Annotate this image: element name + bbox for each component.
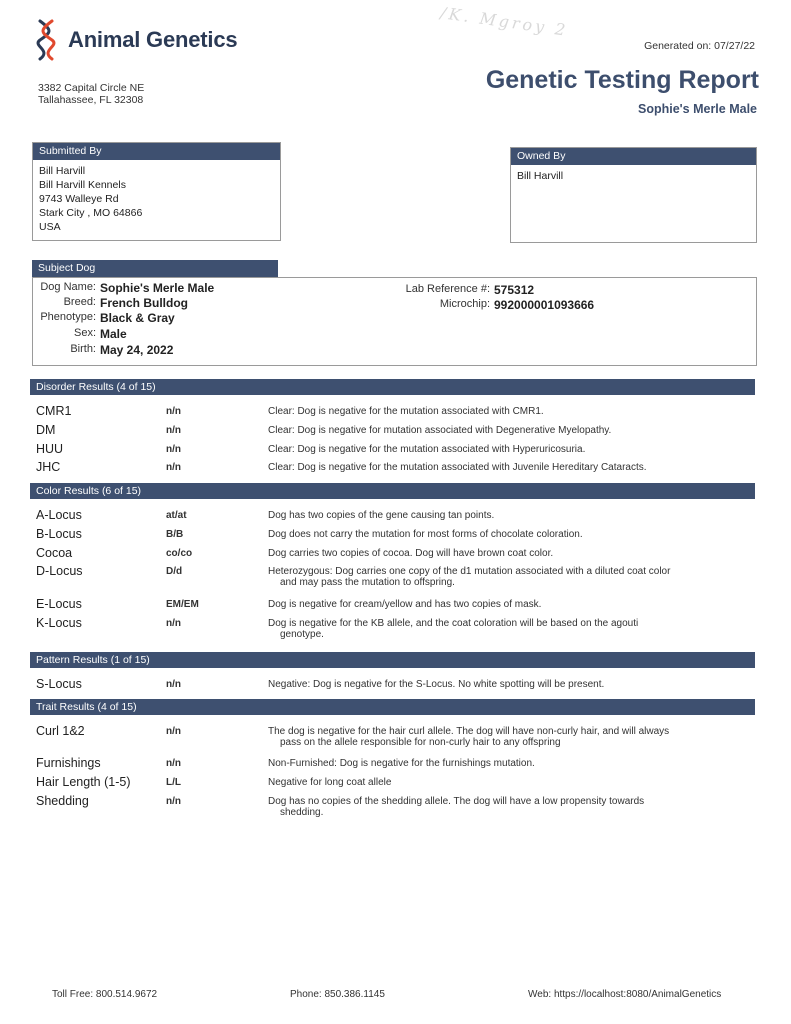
breed-label: Breed: bbox=[63, 296, 96, 308]
result-genotype: n/n bbox=[166, 462, 181, 473]
result-name: B-Locus bbox=[36, 527, 82, 541]
lab-address bbox=[38, 82, 144, 106]
submitter-line: Stark City , MO 64866 bbox=[39, 207, 143, 219]
result-description: Dog does not carry the mutation for most forms of chocolate coloration. bbox=[268, 529, 583, 540]
microchip-label: Microchip: bbox=[439, 298, 490, 310]
result-name: S-Locus bbox=[36, 677, 82, 691]
result-row bbox=[36, 404, 756, 422]
result-description bbox=[268, 796, 748, 818]
result-name: Furnishings bbox=[36, 756, 101, 770]
submitted-by-body bbox=[33, 160, 280, 234]
disorder-results-heading: Disorder Results (4 of 15) bbox=[30, 379, 755, 395]
result-description: Clear: Dog is negative for the mutation associated with Juvenile Hereditary Cataracts. bbox=[268, 462, 647, 473]
result-description: Dog has two copies of the gene causing tan points. bbox=[268, 510, 495, 521]
result-row bbox=[36, 423, 756, 441]
result-description: Dog is negative for cream/yellow and has two copies of mask. bbox=[268, 599, 542, 610]
generated-date: Generated on: 07/27/22 bbox=[644, 40, 755, 52]
result-description: Clear: Dog is negative for the mutation associated with CMR1. bbox=[268, 406, 544, 417]
result-row bbox=[36, 597, 756, 615]
result-row bbox=[36, 442, 756, 460]
report-subtitle: Sophie's Merle Male bbox=[638, 102, 757, 116]
footer-web-link[interactable]: Web: https://localhost:8080/AnimalGenetics bbox=[528, 989, 722, 1000]
result-row bbox=[36, 616, 756, 640]
result-row bbox=[36, 724, 756, 748]
owned-by-heading: Owned By bbox=[511, 148, 756, 165]
pattern-results-heading: Pattern Results (1 of 15) bbox=[30, 652, 755, 668]
result-genotype: n/n bbox=[166, 425, 181, 436]
result-name: JHC bbox=[36, 460, 61, 474]
result-genotype: n/n bbox=[166, 758, 181, 769]
report-title: Genetic Testing Report bbox=[485, 66, 759, 94]
result-description-line-1: The dog is negative for the hair curl allele. The dog will have non-curly hair, and will always bbox=[268, 726, 670, 737]
result-description: Negative for long coat allele bbox=[268, 777, 392, 788]
result-description-line-1: Heterozygous: Dog carries one copy of the d1 mutation associated with a diluted coat color bbox=[268, 566, 671, 577]
submitted-by-heading: Submitted By bbox=[33, 143, 280, 160]
result-row bbox=[36, 508, 756, 526]
result-row bbox=[36, 794, 756, 818]
result-genotype: at/at bbox=[166, 510, 187, 521]
result-description: Non-Furnished: Dog is negative for the furnishings mutation. bbox=[268, 758, 535, 769]
result-description: Clear: Dog is negative for mutation associated with Degenerative Myelopathy. bbox=[268, 425, 612, 436]
breed-value: French Bulldog bbox=[100, 296, 188, 310]
result-genotype: EM/EM bbox=[166, 599, 199, 610]
phenotype-value: Black & Gray bbox=[100, 311, 175, 325]
submitter-line: Bill Harvill Kennels bbox=[39, 179, 126, 191]
handwritten-note: /K. Mgroy 2 bbox=[439, 3, 570, 40]
result-genotype: co/co bbox=[166, 548, 193, 559]
result-description-line-2: genotype. bbox=[280, 629, 324, 640]
result-description-line-2: shedding. bbox=[280, 807, 324, 818]
submitter-line: Bill Harvill bbox=[39, 165, 86, 177]
result-row bbox=[36, 756, 756, 774]
result-description-line-1: Dog is negative for the KB allele, and the coat coloration will be based on the agouti bbox=[268, 618, 639, 629]
result-description-line-2: pass on the allele responsible for non-curly hair to any offspring bbox=[280, 737, 561, 748]
subject-dog-box bbox=[32, 277, 757, 366]
result-row bbox=[36, 775, 756, 793]
result-row bbox=[36, 564, 756, 588]
submitted-by-box bbox=[32, 142, 281, 241]
result-genotype: B/B bbox=[166, 529, 184, 540]
result-name: Hair Length (1-5) bbox=[36, 775, 131, 789]
result-name: Shedding bbox=[36, 794, 89, 808]
dog-name-label: Dog Name: bbox=[40, 281, 96, 293]
result-description-line-1: Dog has no copies of the shedding allele. The dog will have a low propensity towards bbox=[268, 796, 645, 807]
owned-by-body bbox=[511, 165, 756, 183]
dna-helix-icon bbox=[36, 18, 56, 62]
color-results-heading: Color Results (6 of 15) bbox=[30, 483, 755, 499]
result-genotype: n/n bbox=[166, 444, 181, 455]
owned-by-box bbox=[510, 147, 757, 243]
result-name: CMR1 bbox=[36, 404, 72, 418]
address-line-2: Tallahassee, FL 32308 bbox=[38, 94, 144, 106]
result-genotype: n/n bbox=[166, 406, 181, 417]
result-row bbox=[36, 460, 756, 478]
microchip-value: 992000001093666 bbox=[494, 298, 595, 312]
result-description bbox=[268, 566, 748, 588]
result-description bbox=[268, 726, 748, 748]
result-name: K-Locus bbox=[36, 616, 82, 630]
result-name: HUU bbox=[36, 442, 64, 456]
result-genotype: n/n bbox=[166, 796, 181, 807]
address-line-1: 3382 Capital Circle NE bbox=[38, 82, 145, 94]
result-row bbox=[36, 546, 756, 564]
result-name: A-Locus bbox=[36, 508, 82, 522]
lab-ref-label: Lab Reference #: bbox=[405, 283, 490, 295]
sex-value: Male bbox=[100, 327, 127, 341]
footer-toll-free: Toll Free: 800.514.9672 bbox=[52, 989, 158, 1000]
result-name: E-Locus bbox=[36, 597, 82, 611]
submitter-line: 9743 Walleye Rd bbox=[39, 193, 119, 205]
birth-value: May 24, 2022 bbox=[100, 343, 174, 357]
result-row bbox=[36, 527, 756, 545]
result-description bbox=[268, 618, 748, 640]
dog-name-value: Sophie's Merle Male bbox=[100, 281, 215, 295]
lab-ref-value: 575312 bbox=[494, 283, 535, 297]
submitter-line: USA bbox=[39, 221, 61, 233]
brand-logo bbox=[36, 18, 237, 62]
result-name: Cocoa bbox=[36, 546, 73, 560]
result-row bbox=[36, 677, 756, 695]
sex-label: Sex: bbox=[73, 327, 96, 339]
result-description: Dog carries two copies of cocoa. Dog will have brown coat color. bbox=[268, 548, 554, 559]
result-genotype: D/d bbox=[166, 566, 183, 577]
owner-line: Bill Harvill bbox=[517, 170, 564, 182]
result-genotype: n/n bbox=[166, 726, 181, 737]
result-genotype: n/n bbox=[166, 679, 181, 690]
result-description-line-2: and may pass the mutation to offspring. bbox=[280, 577, 455, 588]
birth-label: Birth: bbox=[70, 343, 96, 355]
phenotype-label: Phenotype: bbox=[40, 311, 96, 323]
result-name: DM bbox=[36, 423, 56, 437]
result-name: D-Locus bbox=[36, 564, 83, 578]
trait-results-heading: Trait Results (4 of 15) bbox=[30, 699, 755, 715]
result-description: Negative: Dog is negative for the S-Locus. No white spotting will be present. bbox=[268, 679, 605, 690]
result-description: Clear: Dog is negative for the mutation associated with Hyperuricosuria. bbox=[268, 444, 586, 455]
brand-name: Animal Genetics bbox=[68, 27, 238, 52]
footer-phone: Phone: 850.386.1145 bbox=[290, 989, 385, 1000]
result-genotype: L/L bbox=[166, 777, 181, 788]
result-genotype: n/n bbox=[166, 618, 181, 629]
result-name: Curl 1&2 bbox=[36, 724, 85, 738]
subject-dog-heading: Subject Dog bbox=[32, 260, 278, 277]
